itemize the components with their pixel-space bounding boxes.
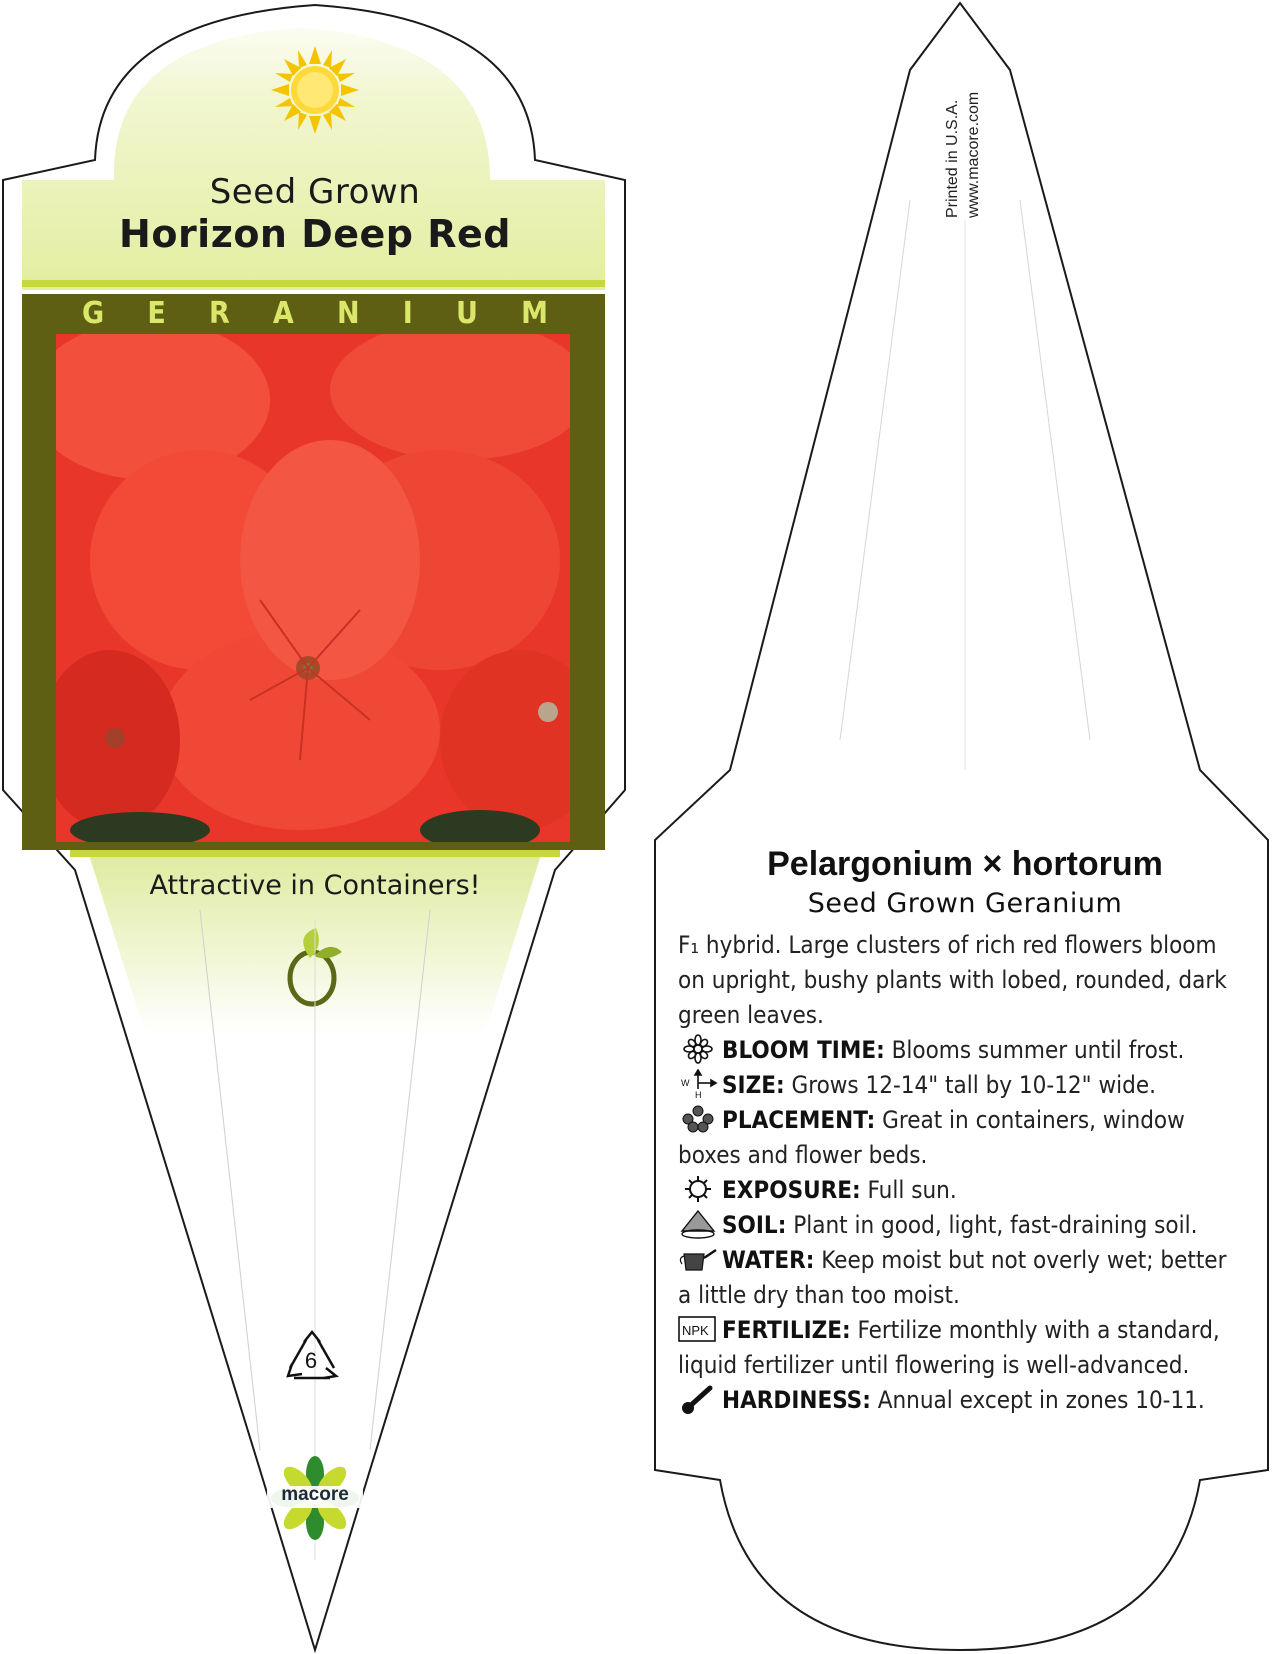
description-text: F₁ hybrid. Large clusters of rich red flowers bloom on upright, bushy plants with lobed, rounded, dark green leaves.	[678, 931, 1227, 1029]
printed-in-usa	[938, 50, 982, 220]
sun-icon	[271, 46, 359, 134]
tagline: Attractive in Containers!	[149, 870, 481, 901]
geranium-banner-text	[82, 296, 548, 331]
attr-text: Keep moist but not overly wet; better a little dry than too moist.	[678, 1246, 1227, 1309]
lime-band-bottom	[70, 850, 560, 857]
attr-text: Plant in good, light, fast-draining soil.	[793, 1211, 1198, 1239]
attr-text: Blooms summer until frost.	[891, 1036, 1185, 1064]
svg-text:NPK: NPK	[682, 1323, 709, 1338]
banner-letter: N	[336, 296, 360, 331]
printed-line-2: www.macore.com	[965, 91, 982, 218]
recycle-number: 6	[304, 1348, 318, 1373]
attr-label: SIZE:	[722, 1071, 785, 1099]
attr-label: PLACEMENT:	[722, 1106, 876, 1134]
banner-letter: A	[272, 296, 294, 331]
scientific-name: Pelargonium × hortorum	[767, 845, 1163, 883]
attr-text: Fertilize monthly with a standard, liquid fertilizer until flowering is well-advanced.	[678, 1316, 1220, 1379]
thermometer-icon	[678, 1384, 718, 1414]
brand-name: macore	[281, 1484, 349, 1505]
attr-label: FERTILIZE:	[722, 1316, 851, 1344]
attr-placement	[678, 1103, 1238, 1173]
printed-line-1: Printed in U.S.A.	[944, 99, 961, 218]
attr-bloom-time	[678, 1033, 1238, 1068]
lime-band-top	[22, 280, 605, 287]
care-description	[678, 928, 1238, 1418]
common-name: Seed Grown Geranium	[807, 888, 1123, 919]
flower-photo	[30, 320, 600, 850]
attr-text: Full sun.	[867, 1176, 957, 1204]
attr-fertilize	[678, 1313, 1238, 1383]
banner-letter: R	[208, 296, 230, 331]
banner-letter: G	[82, 296, 105, 331]
attr-label: BLOOM TIME:	[722, 1036, 885, 1064]
attr-size	[678, 1068, 1238, 1103]
attr-label: SOIL:	[722, 1211, 787, 1239]
variety-name: Horizon Deep Red	[119, 212, 511, 256]
variety-line-1: Seed Grown	[209, 172, 421, 212]
banner-letter: M	[521, 296, 548, 331]
attr-label: HARDINESS:	[722, 1386, 871, 1414]
banner-letter: U	[455, 296, 478, 331]
size-icon	[678, 1069, 718, 1099]
attr-label: WATER:	[722, 1246, 815, 1274]
svg-text:H: H	[695, 1090, 702, 1099]
watering-can-icon	[678, 1244, 718, 1274]
attr-exposure	[678, 1173, 1238, 1208]
banner-letter: E	[147, 296, 166, 331]
attr-label: EXPOSURE:	[722, 1176, 861, 1204]
banner-letter: I	[402, 296, 413, 331]
soil-icon	[678, 1209, 718, 1239]
attr-hardiness	[678, 1383, 1238, 1418]
placement-icon	[678, 1104, 718, 1134]
attr-soil	[678, 1208, 1238, 1243]
attr-water	[678, 1243, 1238, 1313]
svg-text:W: W	[681, 1078, 690, 1088]
sun-outline-icon	[678, 1174, 718, 1204]
attr-text: Grows 12-14" tall by 10-12" wide.	[791, 1071, 1156, 1099]
attr-text: Annual except in zones 10-11.	[877, 1386, 1205, 1414]
attr-text: Great in containers, window boxes and flower beds.	[678, 1106, 1185, 1169]
npk-icon	[678, 1314, 718, 1344]
flower-icon	[678, 1034, 718, 1064]
